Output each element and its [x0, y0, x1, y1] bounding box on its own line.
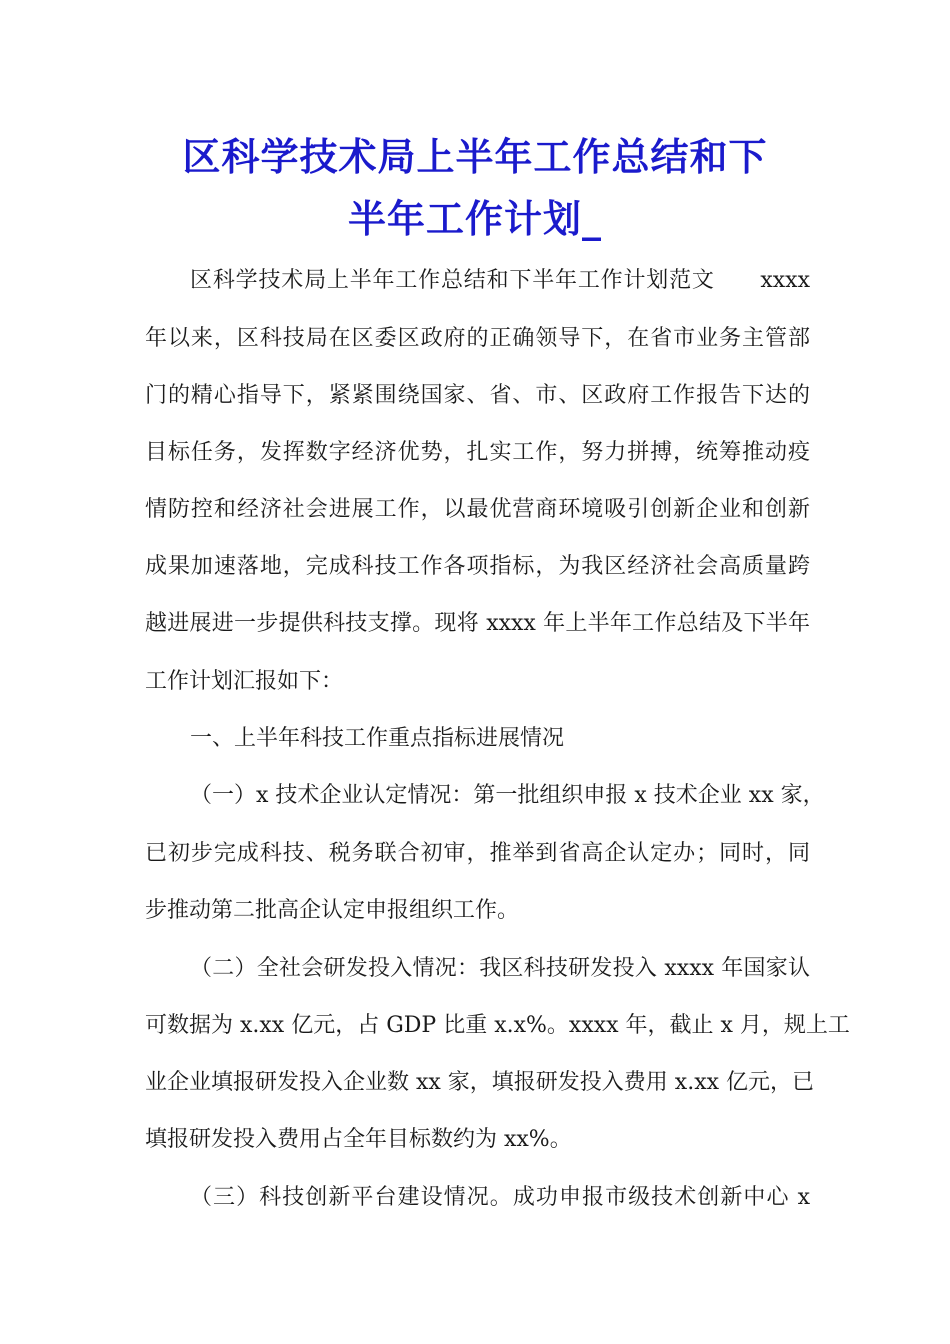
text-line: 年以来，区科技局在区委区政府的正确领导下，在省市业务主管部: [145, 326, 810, 351]
text-line: （二）全社会研发投入情况：我区科技研发投入 xxxx 年国家认: [190, 956, 810, 981]
section-heading: 一、上半年科技工作重点指标进展情况: [190, 726, 565, 751]
text-line: 已初步完成科技、税务联合初审，推举到省高企认定办；同时，同: [145, 841, 810, 866]
text-line: 可数据为 x.xx 亿元，占 GDP 比重 x.x%。xxxx 年，截止 x 月，规上工: [145, 1013, 850, 1038]
text-line: 业企业填报研发投入企业数 xx 家，填报研发投入费用 x.xx 亿元，已: [145, 1070, 815, 1095]
text-line: 越进展进一步提供科技支撑。现将 xxxx 年上半年工作总结及下半年: [145, 611, 810, 636]
text-line: 目标任务，发挥数字经济优势，扎实工作，努力拼搏，统筹推动疫: [145, 440, 810, 465]
text-line: 填报研发投入费用占全年目标数约为 xx%。: [145, 1127, 572, 1152]
text-line: 区科学技术局上半年工作总结和下半年工作计划范文 xxxx: [190, 268, 810, 293]
text-line: （一）x 技术企业认定情况：第一批组织申报 x 技术企业 xx 家，: [190, 783, 825, 808]
text-line: （三）科技创新平台建设情况。成功申报市级技术创新中心 x: [190, 1185, 810, 1210]
text-line: 成果加速落地，完成科技工作各项指标，为我区经济社会高质量跨: [145, 554, 810, 579]
document-title-line-2: 半年工作计划_: [347, 197, 602, 241]
document-title-line-1: 区科学技术局上半年工作总结和下: [182, 135, 768, 179]
text-line: 门的精心指导下，紧紧围绕国家、省、市、区政府工作报告下达的: [145, 383, 810, 408]
text-line: 步推动第二批高企认定申报组织工作。: [145, 898, 520, 923]
text-line: 工作计划汇报如下：: [145, 669, 344, 694]
text-line: 情防控和经济社会进展工作，以最优营商环境吸引创新企业和创新: [145, 497, 810, 522]
